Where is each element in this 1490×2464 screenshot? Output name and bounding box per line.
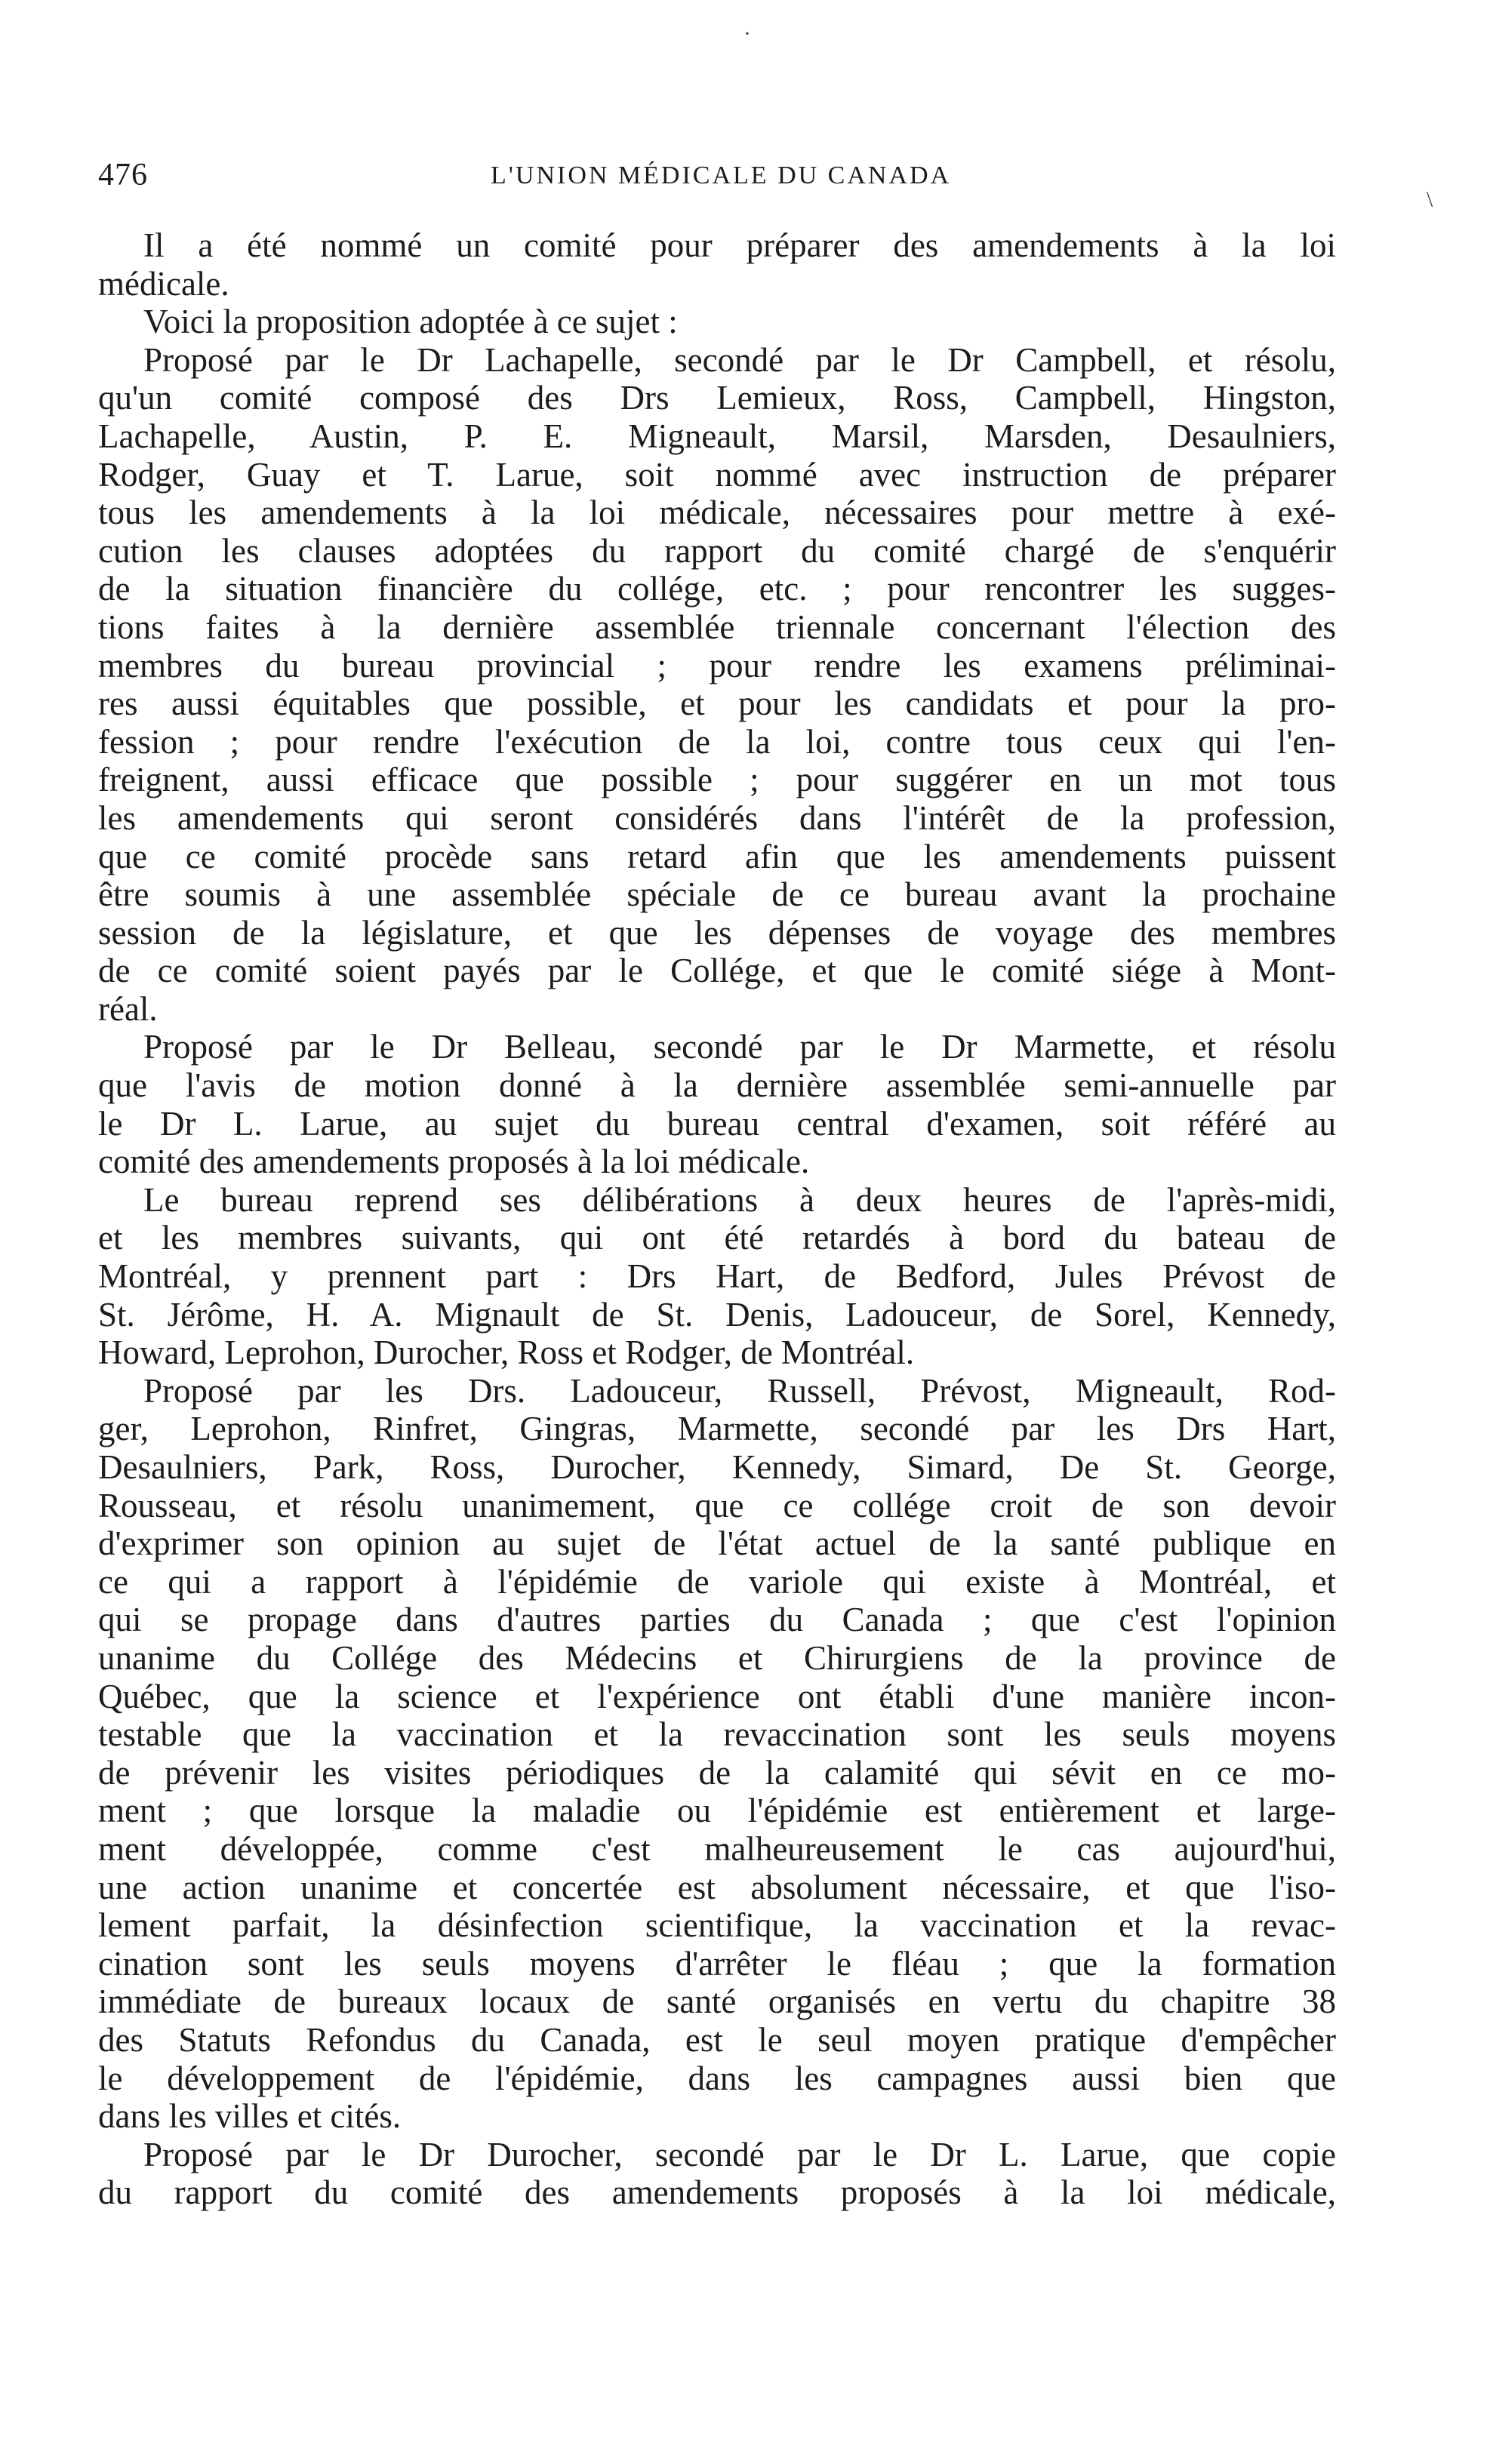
text-line: qu'un comité composé des Drs Lemieux, Ross, Campbell, Hingston, <box>98 379 1336 417</box>
text-line: le Dr L. Larue, au sujet du bureau central d'examen, soit référé au <box>98 1104 1336 1143</box>
page-header <box>98 157 1336 202</box>
text-line: tions faites à la dernière assemblée triennale concernant l'élection des <box>98 608 1336 646</box>
text-line: Desaulniers, Park, Ross, Durocher, Kennedy, Simard, De St. George, <box>98 1448 1336 1486</box>
text-line: des Statuts Refondus du Canada, est le seul moyen pratique d'empêcher <box>98 2020 1336 2059</box>
text-line: et les membres suivants, qui ont été retardés à bord du bateau de <box>98 1219 1336 1257</box>
corner-mark: \ <box>1427 187 1433 212</box>
text-line: Proposé par le Dr Durocher, secondé par le Dr L. Larue, que copie <box>143 2135 1336 2173</box>
text-line: Québec, que la science et l'expérience ont établi d'une manière incon- <box>98 1677 1336 1715</box>
text-line: tous les amendements à la loi médicale, nécessaires pour mettre à exé- <box>98 494 1336 532</box>
text-line: immédiate de bureaux locaux de santé organisés en vertu du chapitre 38 <box>98 1983 1336 2021</box>
text-line: res aussi équitables que possible, et pour les candidats et pour la pro- <box>98 684 1336 723</box>
running-title: L'UNION MÉDICALE DU CANADA <box>491 161 952 189</box>
text-line: ger, Leprohon, Rinfret, Gingras, Marmette, secondé par les Drs Hart, <box>98 1410 1336 1448</box>
text-line: réal. <box>98 989 158 1028</box>
text-line: Proposé par le Dr Lachapelle, secondé par le Dr Campbell, et résolu, <box>143 340 1336 379</box>
text-line: Proposé par le Dr Belleau, secondé par le Dr Marmette, et résolu <box>143 1028 1336 1066</box>
text-line: ce qui a rapport à l'épidémie de variole qui existe à Montréal, et <box>98 1562 1336 1601</box>
text-line: que ce comité procède sans retard afin que les amendements puissent <box>98 837 1336 875</box>
text-line: testable que la vaccination et la revaccination sont les seuls moyens <box>98 1715 1336 1754</box>
text-line: Howard, Leprohon, Durocher, Ross et Rodger, de Montréal. <box>98 1334 915 1372</box>
text-line: lement parfait, la désinfection scientifique, la vaccination et la revac- <box>98 1906 1336 1945</box>
text-line: être soumis à une assemblée spéciale de ce bureau avant la prochaine <box>98 875 1336 914</box>
text-line: Rodger, Guay et T. Larue, soit nommé avec instruction de préparer <box>98 455 1336 494</box>
body-text <box>98 226 1336 2212</box>
text-line: membres du bureau provincial ; pour rendre les examens préliminai- <box>98 646 1336 684</box>
text-line: que l'avis de motion donné à la dernière assemblée semi-annuelle par <box>98 1066 1336 1105</box>
text-line: freignent, aussi efficace que possible ; pour suggérer en un mot tous <box>98 761 1336 799</box>
text-line: St. Jérôme, H. A. Mignault de St. Denis, Ladouceur, de Sorel, Kennedy, <box>98 1295 1336 1334</box>
text-line: du rapport du comité des amendements proposés à la loi médicale, <box>98 2173 1336 2212</box>
text-line: dans les villes et cités. <box>98 2097 402 2136</box>
text-line: les amendements qui seront considérés dans l'intérêt de la profession, <box>98 798 1336 837</box>
text-line: fession ; pour rendre l'exécution de la loi, contre tous ceux qui l'en- <box>98 722 1336 761</box>
top-dot-mark: · <box>743 21 751 46</box>
text-line: de prévenir les visites périodiques de la calamité qui sévit en ce mo- <box>98 1753 1336 1792</box>
text-line: Proposé par les Drs. Ladouceur, Russell, Prévost, Migneault, Rod- <box>143 1371 1336 1410</box>
text-line: session de la législature, et que les dépenses de voyage des membres <box>98 913 1336 952</box>
text-line: Le bureau reprend ses délibérations à deux heures de l'après-midi, <box>143 1180 1336 1219</box>
text-line: qui se propage dans d'autres parties du Canada ; que c'est l'opinion <box>98 1601 1336 1639</box>
page-number: 476 <box>98 158 148 192</box>
text-line: Montréal, y prennent part : Drs Hart, de Bedford, Jules Prévost de <box>98 1257 1336 1296</box>
text-line: ment développée, comme c'est malheureusement le cas aujourd'hui, <box>98 1829 1336 1868</box>
text-line: de ce comité soient payés par le Collége, et que le comité siége à Mont- <box>98 952 1336 990</box>
text-line: ment ; que lorsque la maladie ou l'épidémie est entièrement et large- <box>98 1792 1336 1830</box>
text-line: d'exprimer son opinion au sujet de l'état actuel de la santé publique en <box>98 1524 1336 1563</box>
text-line: le développement de l'épidémie, dans les campagnes aussi bien que <box>98 2059 1336 2097</box>
text-line: cution les clauses adoptées du rapport du comité chargé de s'enquérir <box>98 531 1336 570</box>
text-line: cination sont les seuls moyens d'arrêter le fléau ; que la formation <box>98 1944 1336 1983</box>
text-line: Voici la proposition adoptée à ce sujet : <box>143 303 678 341</box>
text-line: une action unanime et concertée est absolument nécessaire, et que l'iso- <box>98 1868 1336 1906</box>
text-line: médicale. <box>98 264 229 303</box>
text-line: unanime du Collége des Médecins et Chirurgiens de la province de <box>98 1638 1336 1677</box>
text-line: comité des amendements proposés à la loi médicale. <box>98 1143 810 1181</box>
text-line: Rousseau, et résolu unanimement, que ce collége croit de son devoir <box>98 1486 1336 1524</box>
text-line: Lachapelle, Austin, P. E. Migneault, Marsil, Marsden, Desaulniers, <box>98 417 1336 455</box>
text-line: Il a été nommé un comité pour préparer des amendements à la loi <box>143 226 1336 264</box>
text-line: de la situation financière du collége, etc. ; pour rencontrer les sugges- <box>98 570 1336 608</box>
